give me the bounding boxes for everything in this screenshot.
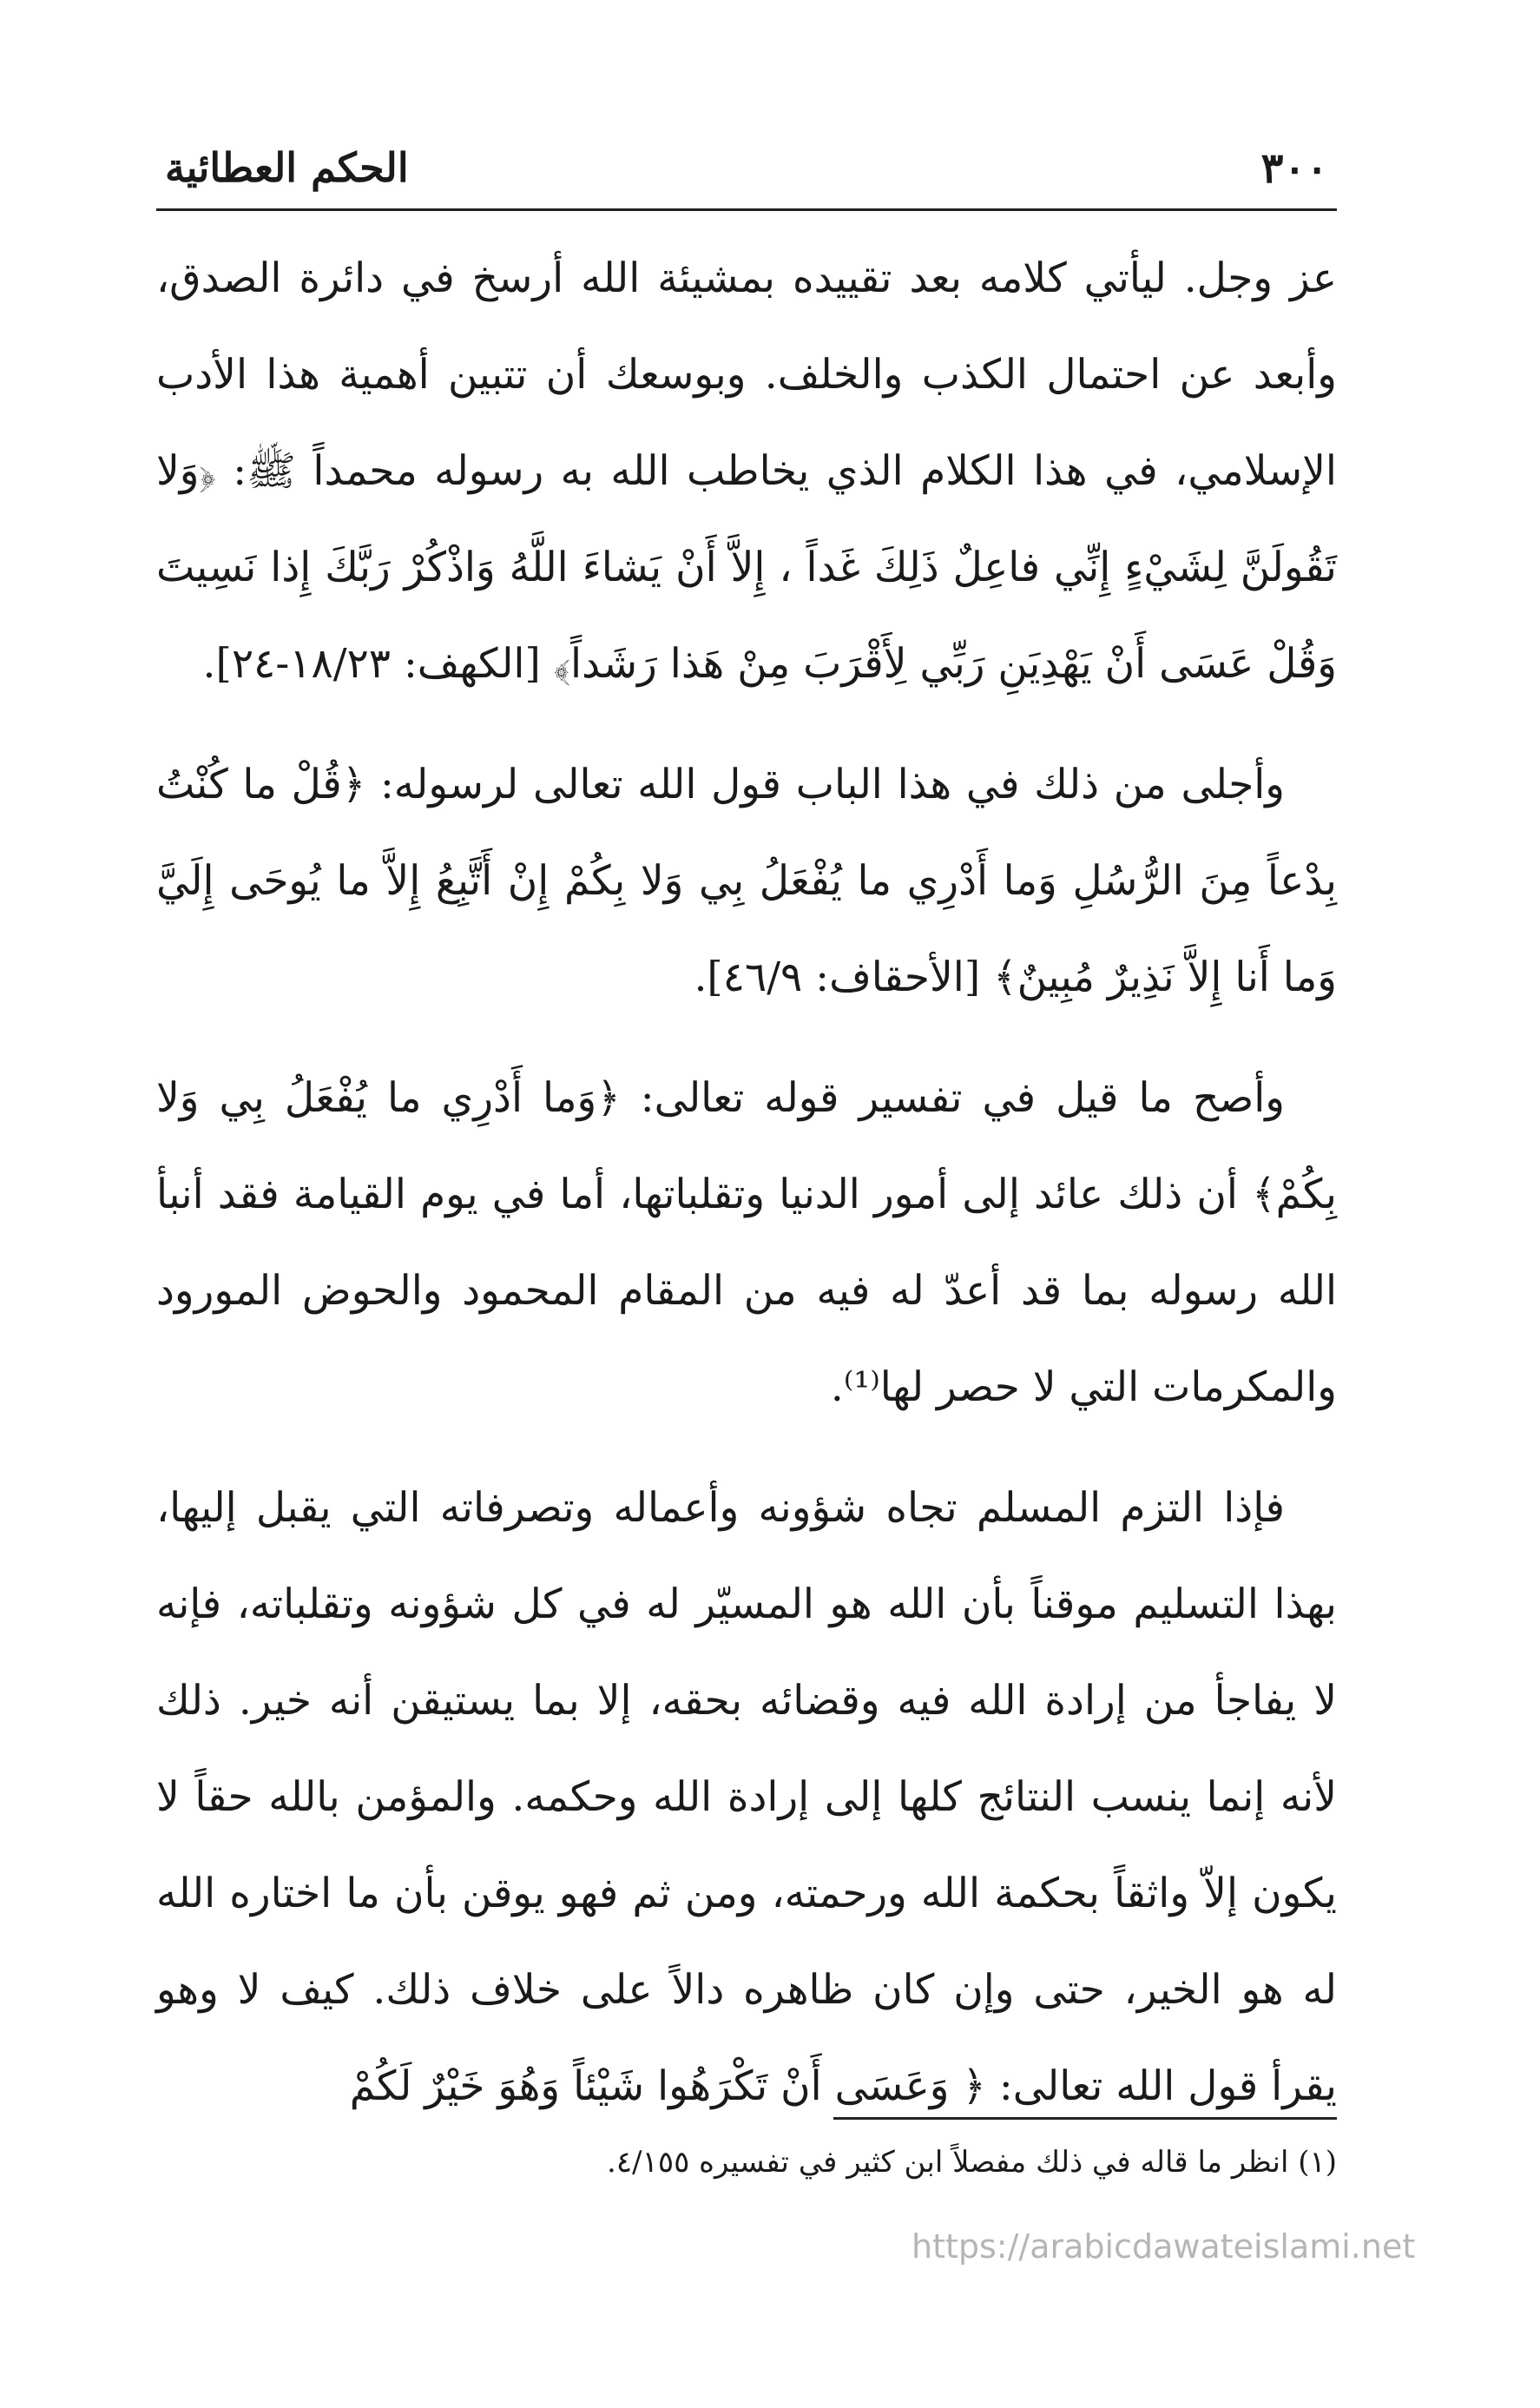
header-divider	[156, 208, 1337, 211]
paragraph-1: عز وجل. ليأتي كلامه بعد تقييده بمشيئة الله أرسخ في دائرة الصدق، وأبعد عن احتمال الكذب والخلف. وبوسعك أن تتبين أهمية هذا الأدب الإسلامي، في هذا الكلام الذي يخاطب الله به رسوله محمداً ﷺ: ﴿وَلا تَقُولَنَّ لِشَيْءٍ إِنِّي فاعِلٌ ذَلِكَ غَداً ، إِلاَّ أَنْ يَشاءَ اللَّهُ وَاذْكُرْ رَبَّكَ إِذا نَسِيتَ وَقُلْ عَسَى أَنْ يَهْدِيَنِ رَبِّي لِأَقْرَبَ مِنْ هَذا رَشَداً﴾ [الكهف: ١٨/٢٣-٢٤].	[156, 254, 1337, 688]
watermark-url: https://arabicdawateislami.net	[911, 2227, 1416, 2266]
paragraph-2: وأجلى من ذلك في هذا الباب قول الله تعالى لرسوله: ﴿قُلْ ما كُنْتُ بِدْعاً مِنَ الرُّسُلِ وَما أَدْرِي ما يُفْعَلُ بِي وَلا بِكُمْ إِنْ أَتَّبِعُ إِلاَّ ما يُوحَى إِلَيَّ وَما أَنا إِلاَّ نَذِيرٌ مُبِينٌ﴾ [الأحقاف: ٤٦/٩].	[156, 761, 1337, 1001]
footnote: (١) انظر ما قاله في ذلك مفصلاً ابن كثير في تفسيره ٤/١٥٥.	[607, 2145, 1337, 2180]
page-number: ٣٠٠	[1260, 144, 1328, 193]
footnote-divider	[833, 2117, 1337, 2120]
paragraph-4: فإذا التزم المسلم تجاه شؤونه وأعماله وتصرفاته التي يقبل إليها، بهذا التسليم موقناً بأن الله هو المسيّر له في كل شؤونه وتقلباته، فإنه لا يفاجأ من إرادة الله فيه وقضائه بحقه، إلا بما يستيقن أنه خير. ذلك لأنه إنما ينسب النتائج كلها إلى إرادة الله وحكمه. والمؤمن بالله حقاً لا يكون إلاّ واثقاً بحكمة الله ورحمته، ومن ثم فهو يوقن بأن ما اختاره الله له هو الخير، حتى وإن كان ظاهره دالاً على خلاف ذلك. كيف لا وهو يقرأ قول الله تعالى: ﴿ وَعَسَى أَنْ تَكْرَهُوا شَيْئاً وَهُوَ خَيْرٌ لَكُمْ	[156, 1484, 1337, 2110]
running-title: الحكم العطائية	[165, 144, 409, 191]
main-text	[156, 230, 1337, 2134]
paragraph-3: وأصح ما قيل في تفسير قوله تعالى: ﴿وَما أَدْرِي ما يُفْعَلُ بِي وَلا بِكُمْ﴾ أن ذلك عائد إلى أمور الدنيا وتقلباتها، أما في يوم القيامة فقد أنبأ الله رسوله بما قد أعدّ له فيه من المقام المحمود والحوض المورود والمكرمات التي لا حصر لها⁽¹⁾.	[156, 1074, 1337, 1411]
page-header	[156, 139, 1337, 208]
